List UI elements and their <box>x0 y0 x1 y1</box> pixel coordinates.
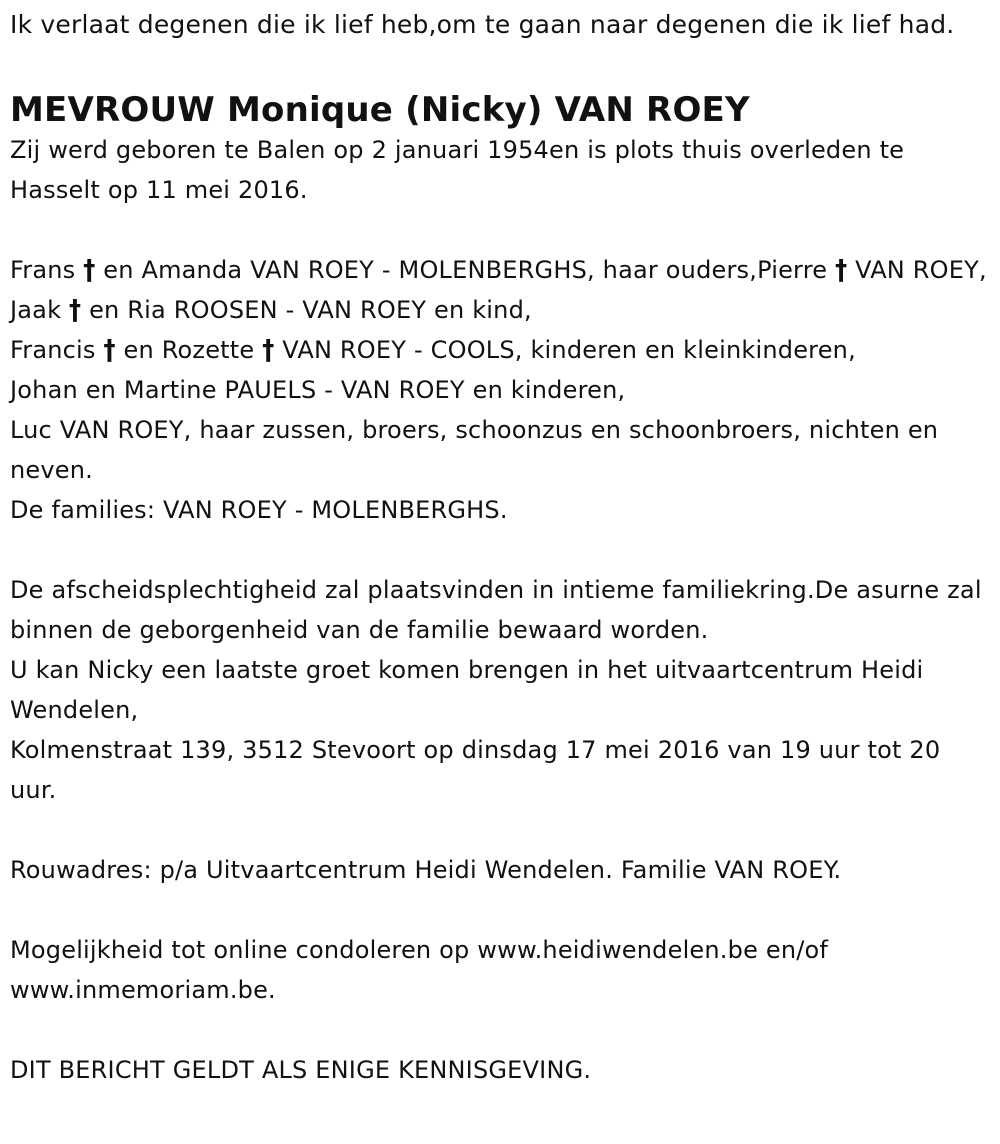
birth-death-text: Zij werd geboren te Balen op 2 januari 1954en is plots thuis overleden te Hasselt op 11 mei 2016. <box>10 136 905 204</box>
mourning-address: Rouwadres: p/a Uitvaartcentrum Heidi Wendelen. Familie VAN ROEY. <box>10 856 842 884</box>
cross-icon: † <box>103 333 116 367</box>
cross-icon: † <box>835 253 848 287</box>
family-member-text: en Rozette <box>123 336 255 364</box>
visitation-address: Kolmenstraat 139, 3512 Stevoort op dinsdag 17 mei 2016 van 19 uur tot 20 uur. <box>10 736 941 804</box>
opening-quote: Ik verlaat degenen die ik lief heb,om te gaan naar degenen die ik lief had. <box>10 10 955 39</box>
family-member-name: Francis <box>10 336 96 364</box>
cross-icon: † <box>83 253 96 287</box>
family-line-families: De families: VAN ROEY - MOLENBERGHS. <box>10 496 508 524</box>
family-member-text: VAN ROEY, <box>855 256 987 284</box>
deceased-name: MEVROUW Monique (Nicky) VAN ROEY <box>10 90 750 130</box>
spacer <box>10 890 990 930</box>
spacer <box>10 1010 990 1050</box>
spacer <box>10 530 990 570</box>
cross-icon: † <box>69 293 82 327</box>
family-member-text: VAN ROEY - COOLS, kinderen en kleinkinderen, <box>282 336 856 364</box>
spacer <box>10 210 990 250</box>
online-condolences: Mogelijkheid tot online condoleren op www.heidiwendelen.be en/of www.inmemoriam.be. <box>10 936 829 1004</box>
notice-footer: DIT BERICHT GELDT ALS ENIGE KENNISGEVING. <box>10 1056 592 1084</box>
ceremony-info <box>10 570 990 810</box>
family-list <box>10 250 990 530</box>
ceremony-text: De afscheidsplechtigheid zal plaatsvinden in intieme familiekring.De asurne zal binnen de geborgenheid van de familie bewaard worden. <box>10 576 982 644</box>
obituary-notice <box>10 0 990 1090</box>
family-member-name: Frans <box>10 256 76 284</box>
visitation-text: U kan Nicky een laatste groet komen brengen in het uitvaartcentrum Heidi Wendelen, <box>10 656 924 724</box>
family-line-parents <box>10 250 990 290</box>
family-line-johan: Johan en Martine PAUELS - VAN ROEY en kinderen, <box>10 376 626 404</box>
family-line-luc: Luc VAN ROEY, haar zussen, broers, schoonzus en schoonbroers, nichten en neven. <box>10 416 939 484</box>
family-line-jaak <box>10 290 990 330</box>
family-member-text: en Amanda VAN ROEY - MOLENBERGHS, haar ouders,Pierre <box>103 256 828 284</box>
cross-icon: † <box>262 333 275 367</box>
family-line-francis <box>10 330 990 370</box>
family-member-text: en Ria ROOSEN - VAN ROEY en kind, <box>89 296 532 324</box>
family-member-name: Jaak <box>10 296 62 324</box>
notice-body <box>10 130 990 1090</box>
spacer <box>10 810 990 850</box>
